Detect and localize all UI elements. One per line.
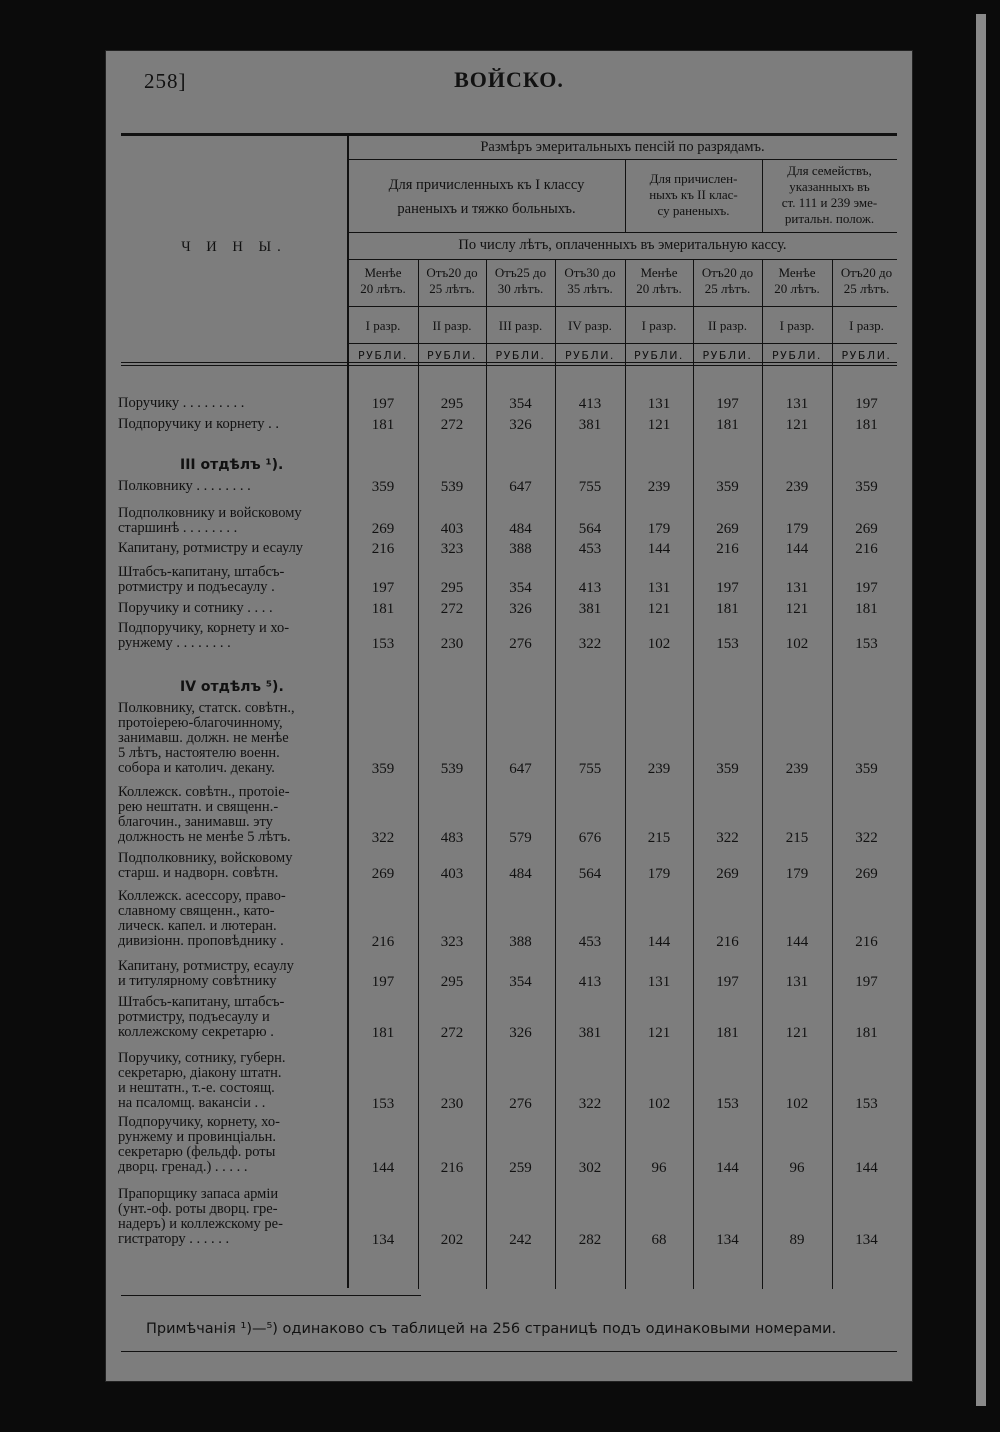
value-cell: 322	[716, 830, 739, 846]
rank-label-line-0: Подпоручику, корнету и хо-	[118, 620, 290, 636]
rank-label	[118, 601, 336, 616]
rank-label-line-1: ротмистру, подъесаулу и	[118, 1009, 270, 1025]
value-cell: 89	[789, 1232, 805, 1248]
value-cell: 179	[647, 521, 671, 537]
period-header-1	[418, 265, 486, 297]
grade-header-5: II разр.	[707, 318, 748, 333]
value-cell: 96	[651, 1160, 667, 1176]
header-rule-1	[348, 159, 897, 160]
rank-label	[118, 479, 336, 494]
value-cell: 102	[647, 1096, 671, 1112]
rank-label-line-0: Полковнику . . . . . . . .	[118, 478, 251, 494]
grade-header-7: I разр.	[849, 318, 884, 333]
value-cell: 269	[716, 866, 739, 882]
period-header-0-line-0: Менѣе	[364, 265, 402, 280]
value-cell: 272	[440, 1025, 464, 1041]
rank-label-line-1: (унт.-оф. роты дворц. гре-	[118, 1201, 278, 1217]
rank-label	[118, 1051, 336, 1111]
rank-label	[118, 396, 336, 411]
value-cell: 153	[716, 1096, 739, 1112]
value-cell: 131	[785, 974, 809, 990]
grade-header-1: II разр.	[432, 318, 472, 333]
unit-header-5: РУБЛИ.	[702, 349, 753, 362]
value-cell: 153	[371, 636, 395, 652]
value-cell: 216	[855, 934, 878, 950]
value-cell: 144	[855, 1160, 878, 1176]
grade-header-3: IV разр.	[568, 318, 612, 333]
value-cell: 230	[440, 1096, 464, 1112]
value-cell: 483	[440, 830, 464, 846]
value-cell: 102	[785, 636, 809, 652]
rank-label	[118, 1187, 336, 1247]
value-cell: 131	[785, 396, 809, 412]
rank-label	[118, 889, 336, 949]
value-cell: 239	[785, 479, 809, 495]
value-cell: 181	[855, 417, 878, 433]
value-cell: 676	[578, 830, 602, 846]
value-cell: 359	[716, 479, 739, 495]
value-cell: 134	[371, 1232, 395, 1248]
document-page	[105, 50, 913, 1382]
rank-label-line-0: Штабсъ-капитану, штабсъ-	[118, 564, 285, 580]
value-cell: 354	[509, 396, 532, 412]
rank-label-line-0: Подполковнику, войсковому	[118, 850, 293, 866]
header-bottom-rule-2	[121, 365, 897, 366]
period-header-7	[832, 265, 901, 297]
rank-label-line-0: Штабсъ-капитану, штабсъ-	[118, 994, 285, 1010]
rank-label	[118, 701, 336, 776]
rank-label	[118, 995, 336, 1040]
section-heading: IV отдѣлъ ⁵).	[180, 679, 284, 695]
value-cell: 216	[716, 541, 739, 557]
rank-label	[118, 506, 336, 536]
value-cell: 239	[785, 761, 809, 777]
value-cell: 121	[785, 601, 809, 617]
unit-header-6: РУБЛИ.	[772, 349, 822, 362]
rank-label-line-1: секретарю, діакону штатн.	[118, 1065, 282, 1081]
value-cell: 359	[855, 479, 878, 495]
value-cell: 276	[509, 1096, 532, 1112]
period-header-1-line-0: Отъ20 до	[426, 265, 478, 280]
grade-header-2: III разр.	[498, 318, 543, 333]
rank-label-line-2: благочин., занимавш. эту	[118, 814, 273, 830]
value-cell: 403	[440, 866, 464, 882]
unit-header-0: РУБЛИ.	[358, 349, 408, 362]
value-cell: 181	[716, 601, 739, 617]
period-header-2-line-1: 30 лѣтъ.	[497, 281, 544, 296]
value-cell: 259	[509, 1160, 532, 1176]
value-cell: 197	[716, 580, 739, 596]
rank-label	[118, 851, 336, 881]
rank-label-line-1: протоіерею-благочинному,	[118, 715, 283, 731]
rank-label-line-0: Прапорщику запаса арміи	[118, 1186, 279, 1202]
value-cell: 131	[647, 974, 671, 990]
rank-label	[118, 1115, 336, 1175]
value-cell: 413	[578, 396, 602, 412]
rank-label	[118, 565, 336, 595]
value-cell: 326	[509, 417, 532, 433]
group2-header-line-1: ныхъ къ II клас-	[649, 187, 738, 202]
rank-label-line-0: Подпоручику, корнету, хо-	[118, 1114, 280, 1130]
value-cell: 179	[647, 866, 671, 882]
rank-header: Ч И Н Ы.	[181, 239, 287, 255]
value-cell: 564	[578, 521, 602, 537]
group3-header-line-2: ст. 111 и 239 эме-	[781, 195, 878, 210]
value-cell: 323	[440, 541, 464, 557]
value-cell: 359	[855, 761, 878, 777]
value-cell: 216	[371, 541, 395, 557]
period-header-6-line-0: Менѣе	[778, 265, 816, 280]
value-cell: 121	[785, 1025, 809, 1041]
value-cell: 230	[440, 636, 464, 652]
value-cell: 153	[716, 636, 739, 652]
value-cell: 121	[647, 417, 671, 433]
value-cell: 276	[509, 636, 532, 652]
rank-label-line-0: Поручику, сотнику, губерн.	[118, 1050, 286, 1066]
rank-label-line-1: старш. и надворн. совѣтн.	[118, 865, 279, 881]
value-cell: 302	[578, 1160, 602, 1176]
value-cell: 121	[647, 601, 671, 617]
value-cell: 197	[371, 396, 395, 412]
group2-header	[625, 171, 762, 219]
value-cell: 269	[371, 866, 395, 882]
value-cell: 144	[785, 934, 809, 950]
period-header-0	[348, 265, 418, 297]
value-cell: 202	[440, 1232, 464, 1248]
rank-label	[118, 785, 336, 845]
value-cell: 647	[509, 479, 532, 495]
value-cell: 153	[855, 1096, 878, 1112]
value-cell: 144	[785, 541, 809, 557]
period-header-7-line-1: 25 лѣтъ.	[843, 281, 890, 296]
value-cell: 381	[578, 417, 602, 433]
value-cell: 354	[509, 580, 532, 596]
value-cell: 144	[647, 934, 671, 950]
value-cell: 121	[647, 1025, 671, 1041]
rank-label	[118, 959, 336, 989]
rank-label-line-3: гистратору . . . . . .	[118, 1231, 230, 1247]
value-cell: 564	[578, 866, 602, 882]
group1-header	[348, 173, 625, 221]
period-header-6-line-1: 20 лѣтъ.	[774, 281, 820, 296]
rank-col-rule	[347, 136, 349, 1288]
rank-label-line-1: рунжему . . . . . . . .	[118, 635, 231, 651]
value-cell: 197	[716, 974, 739, 990]
value-cell: 121	[785, 417, 809, 433]
value-cell: 453	[578, 541, 602, 557]
rank-label-line-2: и нештатн., т.-е. состоящ.	[118, 1080, 275, 1096]
value-cell: 216	[440, 1160, 464, 1176]
rank-label-line-1: рунжему и провинціальн.	[118, 1129, 276, 1145]
value-cell: 144	[647, 541, 671, 557]
rank-label-line-0: Подполковнику и войсковому	[118, 505, 302, 521]
rank-label-line-0: Поручику . . . . . . . . .	[118, 395, 245, 411]
value-cell: 269	[855, 521, 878, 537]
value-cell: 215	[647, 830, 671, 846]
value-cell: 322	[855, 830, 878, 846]
value-cell: 282	[578, 1232, 602, 1248]
value-cell: 453	[578, 934, 602, 950]
rank-label	[118, 541, 336, 556]
value-cell: 144	[716, 1160, 739, 1176]
scan-edge-bar	[976, 14, 986, 1406]
value-cell: 272	[440, 601, 464, 617]
value-cell: 179	[785, 521, 809, 537]
value-cell: 272	[440, 417, 464, 433]
value-cell: 181	[855, 601, 878, 617]
header-rule-4	[348, 306, 897, 307]
value-cell: 484	[509, 866, 532, 882]
value-cell: 197	[716, 396, 739, 412]
group3-header-line-3: ритальн. полож.	[784, 211, 875, 226]
value-cell: 359	[371, 479, 395, 495]
value-cell: 181	[716, 1025, 739, 1041]
value-cell: 269	[371, 521, 395, 537]
rank-label	[118, 417, 336, 432]
rank-label-line-1: славному священн., като-	[118, 903, 275, 919]
value-cell: 484	[509, 521, 532, 537]
value-cell: 322	[371, 830, 395, 846]
group3-header	[762, 163, 897, 227]
pension-header: Размѣръ эмеритальныхъ пенсій по разрядамъ.	[480, 139, 765, 155]
rank-label-line-1: ротмистру и подъесаулу .	[118, 579, 275, 595]
value-cell: 242	[509, 1232, 532, 1248]
period-header-7-line-0: Отъ20 до	[840, 265, 893, 280]
group1-header-line-0: Для причисленныхъ къ I классу	[388, 177, 585, 193]
page-bottom-rule	[121, 1351, 897, 1352]
rank-label-line-0: Коллежск. совѣтн., протоіе-	[118, 784, 290, 800]
group3-header-line-0: Для семействъ,	[787, 163, 872, 178]
value-cell: 134	[855, 1232, 878, 1248]
value-cell: 239	[647, 479, 671, 495]
value-cell: 755	[578, 761, 602, 777]
value-cell: 295	[440, 580, 464, 596]
period-header-5-line-0: Отъ20 до	[701, 265, 754, 280]
footer-rule	[121, 1295, 421, 1296]
page-number: 258]	[144, 69, 187, 93]
value-cell: 197	[371, 580, 395, 596]
section-heading: III отдѣлъ ¹).	[180, 457, 284, 473]
unit-header-7: РУБЛИ.	[841, 349, 892, 362]
value-cell: 647	[509, 761, 532, 777]
value-cell: 322	[578, 636, 602, 652]
value-cell: 131	[647, 580, 671, 596]
header-rule-3	[348, 259, 897, 260]
years-header: По числу лѣтъ, оплаченныхъ въ эмеритальную кассу.	[458, 237, 787, 253]
unit-header-1: РУБЛИ.	[427, 349, 477, 362]
value-cell: 579	[509, 830, 532, 846]
value-cell: 381	[578, 601, 602, 617]
rank-label-line-0: Коллежск. асессору, право-	[118, 888, 286, 904]
value-cell: 68	[651, 1232, 667, 1248]
value-cell: 96	[789, 1160, 805, 1176]
group3-header-line-1: указанныхъ въ	[789, 179, 870, 194]
value-cell: 181	[716, 417, 739, 433]
value-cell: 216	[371, 934, 395, 950]
rank-label-line-0: Капитану, ротмистру, есаулу	[118, 958, 294, 974]
header-top-rule	[121, 133, 897, 136]
rank-label-line-2: занимавш. должн. не менѣе	[118, 730, 289, 746]
grade-header-0: I разр.	[365, 318, 401, 333]
period-header-5	[693, 265, 762, 297]
value-cell: 413	[578, 974, 602, 990]
value-cell: 181	[371, 1025, 395, 1041]
rank-label-line-0: Поручику и сотнику . . . .	[118, 600, 273, 616]
value-cell: 388	[509, 934, 532, 950]
rank-label-line-4: собора и католич. декану.	[118, 760, 275, 776]
value-cell: 388	[509, 541, 532, 557]
value-cell: 197	[855, 396, 878, 412]
page-title: ВОЙСКО.	[454, 67, 564, 92]
value-cell: 326	[509, 601, 532, 617]
value-cell: 102	[647, 636, 671, 652]
value-cell: 153	[371, 1096, 395, 1112]
value-cell: 239	[647, 761, 671, 777]
group1-header-line-1: раненыхъ и тяжко больныхъ.	[397, 201, 576, 217]
value-cell: 181	[371, 601, 395, 617]
rank-label-line-0: Капитану, ротмистру и есаулу	[118, 540, 304, 556]
value-cell: 131	[647, 396, 671, 412]
rank-label-line-2: лическ. капел. и лютеран.	[118, 918, 277, 934]
period-header-4-line-1: 20 лѣтъ.	[636, 281, 682, 296]
value-cell: 326	[509, 1025, 532, 1041]
value-cell: 134	[716, 1232, 739, 1248]
unit-header-3: РУБЛИ.	[565, 349, 615, 362]
header-rule-5	[348, 343, 897, 344]
value-cell: 216	[716, 934, 739, 950]
value-cell: 755	[578, 479, 602, 495]
grade-header-4: I разр.	[641, 318, 677, 333]
value-cell: 381	[578, 1025, 602, 1041]
value-cell: 323	[440, 934, 464, 950]
period-header-6	[762, 265, 832, 297]
rank-label-line-0: Подпоручику и корнету . .	[118, 416, 280, 432]
period-header-0-line-1: 20 лѣтъ.	[360, 281, 406, 296]
value-cell: 269	[716, 521, 739, 537]
value-cell: 153	[855, 636, 878, 652]
value-cell: 216	[855, 541, 878, 557]
value-cell: 197	[855, 580, 878, 596]
unit-header-2: РУБЛИ.	[495, 349, 546, 362]
rank-label-line-2: надеръ) и коллежскому ре-	[118, 1216, 283, 1232]
value-cell: 359	[716, 761, 739, 777]
period-header-2	[486, 265, 555, 297]
value-cell: 322	[578, 1096, 602, 1112]
value-cell: 295	[440, 396, 464, 412]
value-cell: 354	[509, 974, 532, 990]
value-cell: 215	[785, 830, 809, 846]
value-cell: 144	[371, 1160, 395, 1176]
rank-label-line-3: дивизіонн. проповѣднику .	[118, 933, 284, 949]
value-cell: 181	[371, 417, 395, 433]
period-header-3-line-0: Отъ30 до	[564, 265, 616, 280]
period-header-3	[555, 265, 625, 297]
rank-label-line-3: 5 лѣтъ, настоятелю военн.	[118, 745, 280, 761]
period-header-2-line-0: Отъ25 до	[494, 265, 547, 280]
rank-label-line-0: Полковнику, статск. совѣтн.,	[118, 700, 295, 716]
value-cell: 131	[785, 580, 809, 596]
rank-label-line-3: дворц. гренад.) . . . . .	[118, 1159, 248, 1175]
grade-header-6: I разр.	[779, 318, 815, 333]
rank-label-line-1: и титулярному совѣтнику	[118, 973, 277, 989]
unit-header-4: РУБЛИ.	[634, 349, 684, 362]
value-cell: 359	[371, 761, 395, 777]
group2-header-line-0: Для причислен-	[649, 171, 738, 186]
period-header-5-line-1: 25 лѣтъ.	[704, 281, 751, 296]
rank-label-line-3: должность не менѣе 5 лѣтъ.	[118, 829, 291, 845]
rank-label-line-1: рею нештатн. и священн.-	[118, 799, 279, 815]
value-cell: 179	[785, 866, 809, 882]
rank-label-line-2: секретарю (фельдф. роты	[118, 1144, 276, 1160]
value-cell: 539	[440, 761, 464, 777]
value-cell: 295	[440, 974, 464, 990]
rank-label-line-3: на псаломщ. вакансіи . .	[118, 1095, 266, 1111]
value-cell: 403	[440, 521, 464, 537]
period-header-4-line-0: Менѣе	[640, 265, 678, 280]
rank-label-line-2: коллежскому секретарю .	[118, 1024, 274, 1040]
header-rule-2	[348, 232, 897, 233]
rank-label	[118, 621, 336, 651]
rank-label-line-1: старшинѣ . . . . . . . .	[118, 520, 238, 536]
footnote: Примѣчанія ¹)—⁵) одинаково съ таблицей на 256 страницѣ подъ одинаковыми номерами.	[146, 1321, 837, 1337]
value-cell: 269	[855, 866, 878, 882]
value-cell: 197	[371, 974, 395, 990]
period-header-3-line-1: 35 лѣтъ.	[567, 281, 613, 296]
period-header-1-line-1: 25 лѣтъ.	[429, 281, 475, 296]
value-cell: 413	[578, 580, 602, 596]
value-cell: 539	[440, 479, 464, 495]
value-cell: 102	[785, 1096, 809, 1112]
value-cell: 181	[855, 1025, 878, 1041]
period-header-4	[625, 265, 693, 297]
value-cell: 197	[855, 974, 878, 990]
group2-header-line-2: су раненыхъ.	[657, 203, 730, 218]
